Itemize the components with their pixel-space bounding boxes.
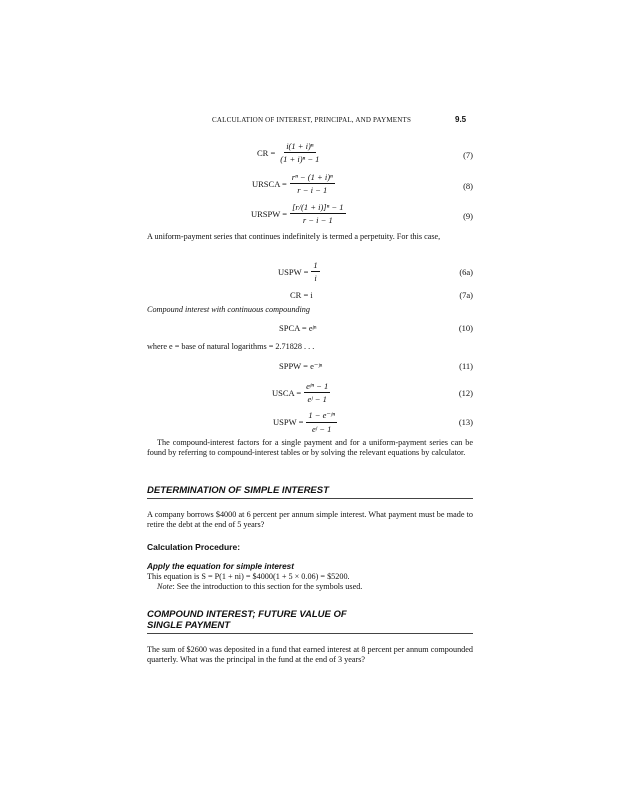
equation-number: (9)	[463, 211, 473, 221]
equation-13: USPW = $\frac{\text{1 − e⁻ʲⁿ}}{\text{eʲ − 1}}$	[273, 410, 335, 434]
equation-10: SPCA = eʲⁿ	[279, 323, 317, 333]
step-heading: Apply the equation for simple interest	[147, 562, 294, 571]
calculation-procedure-heading: Calculation Procedure:	[147, 542, 241, 552]
equation-number: (7)	[463, 150, 473, 160]
equation-number: (12)	[458, 388, 473, 398]
equation-8: URSCA = $\frac{\text{rⁿ − (1 + i)ⁿ}}{r - i - 1}$	[252, 172, 333, 195]
section-title-line: COMPOUND INTEREST; FUTURE VALUE OF	[147, 609, 347, 620]
natural-log-line: where e = base of natural logarithms = 2.71828 . . .	[147, 342, 315, 351]
equation-6a: USPW = $\frac{1}{i}$	[278, 260, 318, 283]
page-number: 9.5	[455, 115, 467, 124]
equation-9: URSPW = $\frac{\text{[r/(1 + i)]ⁿ − 1}}{r - i - 1}$	[251, 202, 344, 225]
simple-interest-note	[147, 582, 473, 592]
equation-number: (7a)	[459, 290, 473, 300]
equation-12: USCA = $\frac{\text{eʲⁿ − 1}}{\text{eʲ − 1}}$	[272, 381, 329, 404]
section-rule	[147, 633, 473, 634]
simple-interest-step-line: This equation is S = P(1 + ni) = $4000(1 + 5 × 0.06) = $5200.	[147, 572, 350, 581]
note-label: Note	[157, 582, 173, 591]
running-header: CALCULATION OF INTEREST, PRINCIPAL, AND PAYMENTS	[212, 116, 412, 124]
equation-7a: CR = i	[290, 290, 313, 300]
equation-7: CR = $\frac{\text{i(1 + i)ⁿ}}{\text{(1 + i)ⁿ − 1}}$	[257, 141, 320, 164]
equation-number: (13)	[458, 417, 473, 427]
equation-number: (8)	[463, 181, 473, 191]
section-rule	[147, 498, 473, 499]
simple-interest-problem: A company borrows $4000 at 6 percent per annum simple interest. What payment must be made to retire the debt at the end of 5 years?	[147, 510, 473, 529]
continuous-compounding-heading: Compound interest with continuous compounding	[147, 305, 310, 314]
section-title-line: SINGLE PAYMENT	[147, 620, 231, 631]
section-title-simple-interest: DETERMINATION OF SIMPLE INTEREST	[147, 485, 329, 496]
factors-paragraph: The compound-interest factors for a single payment and for a uniform-payment series can be found by referring to compound-interest tables or by solving the relevant equations by calculator.	[147, 438, 473, 457]
equation-number: (11)	[459, 361, 473, 371]
equation-number: (6a)	[459, 267, 473, 277]
perpetuity-paragraph: A uniform-payment series that continues indefinitely is termed a perpetuity. For this case,	[147, 232, 441, 241]
compound-interest-problem: The sum of $2600 was deposited in a fund that earned interest at 8 percent per annum compounded quarterly. What was the principal in the fund at the end of 3 years?	[147, 645, 473, 664]
equation-number: (10)	[458, 323, 473, 333]
section-title-compound-interest	[147, 609, 473, 631]
equation-11: SPPW = e⁻ʲⁿ	[279, 361, 323, 371]
note-text: : See the introduction to this section for the symbols used.	[172, 582, 363, 591]
